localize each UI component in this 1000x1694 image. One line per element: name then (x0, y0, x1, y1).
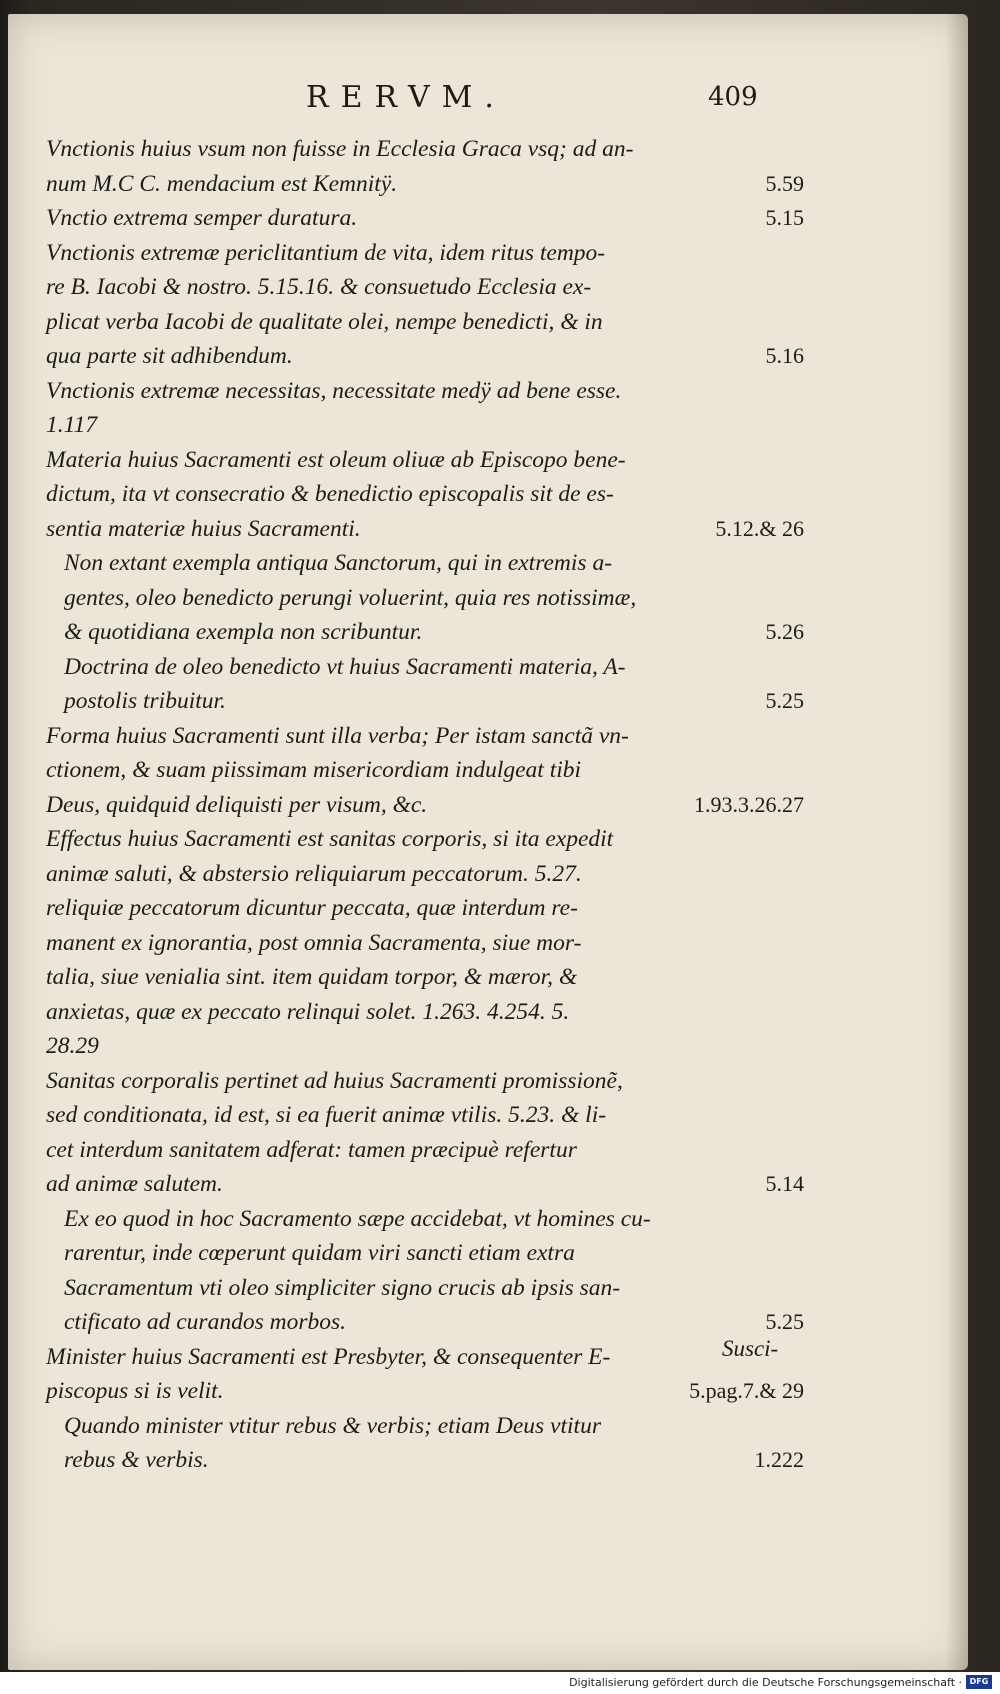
entry-line (46, 960, 806, 995)
page-reference: 5.59 (765, 170, 804, 196)
entry-line (46, 443, 806, 478)
entry-text: & quotidiana exempla non scribuntur. (64, 619, 423, 645)
entry-text: sed conditionata, id est, si ea fuerit animæ vtilis. 5.23. & li- (46, 1102, 607, 1128)
entry-line (46, 1133, 806, 1168)
dfg-logo: DFG (966, 1675, 992, 1689)
index-entry (46, 1064, 806, 1202)
entry-text: anxietas, quæ ex peccato relinqui solet. 1.263. 4.254. 5. (46, 998, 570, 1025)
entry-line (64, 1202, 806, 1237)
entry-line (46, 339, 806, 374)
entry-text: Non extant exempla antiqua Sanctorum, qui in extremis a- (64, 550, 613, 576)
entry-line (46, 270, 806, 305)
entry-text: Minister huius Sacramenti est Presbyter, & consequenter E- (46, 1343, 611, 1370)
entry-line (46, 857, 806, 892)
index-entry (46, 1340, 806, 1409)
index-entry (46, 822, 806, 1064)
entry-line (64, 1409, 806, 1444)
entry-text: postolis tribuitur. (64, 688, 226, 714)
entry-line (64, 1271, 806, 1306)
page-reference: 5.25 (765, 1309, 804, 1334)
entry-line (46, 201, 806, 236)
entry-line (46, 926, 806, 961)
entry-line (46, 788, 806, 823)
entry-line (46, 753, 806, 788)
index-entry (46, 236, 806, 374)
entry-text: Deus, quidquid deliquisti per visum, &c. (46, 791, 428, 818)
entry-text: Sanitas corporalis pertinet ad huius Sacramenti promissionẽ, (46, 1067, 623, 1094)
running-title: RERVM. (306, 80, 506, 115)
entry-line (46, 1374, 806, 1409)
entry-line (46, 995, 806, 1030)
entry-text: rebus & verbis. (64, 1447, 209, 1473)
entry-text: Effectus huius Sacramenti est sanitas corporis, si ita expedit (46, 826, 614, 852)
entry-line (46, 1167, 806, 1202)
entry-line (64, 684, 806, 719)
index-entry (64, 1409, 806, 1478)
entry-line (46, 374, 806, 409)
entry-line (46, 236, 806, 271)
entry-text: 1.117 (46, 412, 98, 438)
page-reference: 5.14 (765, 1171, 804, 1196)
entry-text: re B. Iacobi & nostro. 5.15.16. & consuetudo Ecclesia ex- (46, 274, 592, 300)
entry-line (46, 891, 806, 926)
entry-text: ctionem, & suam piissimam misericordiam indulgeat tibi (46, 757, 582, 783)
entry-text: Doctrina de oleo benedicto vt huius Sacramenti materia, A- (64, 653, 626, 680)
entry-text: reliquiæ peccatorum dicuntur peccata, quæ interdum re- (46, 895, 578, 921)
page-reference: 5.15 (765, 205, 804, 230)
index-entry (64, 546, 806, 650)
entry-text: Vnctionis extremæ periclitantium de vita, idem ritus tempo- (46, 239, 606, 266)
catchword: Susci- (722, 1336, 779, 1361)
entry-text: sentia materiæ huius Sacramenti. (46, 515, 361, 542)
index-entry (46, 719, 806, 823)
entry-line (64, 1443, 806, 1478)
entry-line (46, 305, 806, 340)
entry-text: plicat verba Iacobi de qualitate olei, nempe benedicti, & in (46, 308, 603, 335)
index-entries (46, 132, 806, 1478)
entry-text: Vnctionis huius vsum non fuisse in Ecclesia Graca vsq; ad an- (46, 136, 634, 162)
entry-line (64, 1236, 806, 1271)
page-header (8, 80, 968, 130)
entry-text: Vnctio extrema semper duratura. (46, 205, 358, 231)
index-entry (46, 201, 806, 236)
entry-text: cet interdum sanitatem adferat: tamen præcipuè refertur (46, 1136, 577, 1163)
entry-line (46, 408, 806, 443)
entry-text: animæ saluti, & abstersio reliquiarum peccatorum. 5.27. (46, 860, 582, 887)
entry-line (64, 1305, 806, 1340)
entry-line (46, 1064, 806, 1099)
entry-text: ctificato ad curandos morbos. (64, 1309, 346, 1335)
entry-text: 28.29 (46, 1033, 99, 1059)
entry-text: manent ex ignorantia, post omnia Sacramenta, siue mor- (46, 929, 582, 956)
entry-line (64, 581, 806, 616)
book-page (8, 14, 968, 1670)
page-reference: 1.93.3.26.27 (694, 791, 804, 817)
index-entry (46, 443, 806, 547)
entry-text: dictum, ita vt consecratio & benedictio episcopalis sit de es- (46, 481, 614, 507)
entry-text: piscopus si is velit. (46, 1378, 224, 1404)
funding-credit: Digitalisierung gefördert durch die Deutsche Forschungsgemeinschaft · (569, 1676, 962, 1689)
entry-line (46, 512, 806, 547)
entry-text: Materia huius Sacramenti est oleum oliuæ ab Episcopo bene- (46, 446, 626, 473)
index-entry (46, 132, 806, 201)
entry-text: Ex eo quod in hoc Sacramento sæpe accidebat, vt homines cu- (64, 1205, 651, 1232)
digitization-footer (0, 1672, 1000, 1694)
entry-line (46, 1029, 806, 1064)
entry-text: talia, siue venialia sint. item quidam torpor, & mæror, & (46, 964, 578, 990)
entry-line (64, 546, 806, 581)
entry-line (46, 477, 806, 512)
page-reference: 1.222 (754, 1447, 804, 1472)
entry-text: Vnctionis extremæ necessitas, necessitate medÿ ad bene esse. (46, 377, 622, 404)
entry-line (46, 167, 806, 202)
entry-line (46, 132, 806, 167)
entry-text: gentes, oleo benedicto perungi voluerint, quia res notissimæ, (64, 584, 637, 611)
entry-text: Quando minister vtitur rebus & verbis; etiam Deus vtitur (64, 1412, 601, 1439)
page-reference: 5.pag.7.& 29 (689, 1378, 804, 1403)
entry-line (64, 650, 806, 685)
entry-text: rarentur, inde cœperunt quidam viri sancti etiam extra (64, 1240, 575, 1266)
index-entry (64, 1202, 806, 1340)
page-reference: 5.25 (765, 688, 804, 713)
entry-line (46, 822, 806, 857)
entry-text: Sacramentum vti oleo simpliciter signo crucis ab ipsis san- (64, 1274, 621, 1301)
index-entry (64, 650, 806, 719)
page-reference: 5.26 (765, 619, 804, 644)
entry-text: ad animæ salutem. (46, 1171, 223, 1197)
page-reference: 5.16 (765, 343, 804, 368)
entry-line (46, 719, 806, 754)
page-reference: 5.12.& 26 (715, 515, 804, 541)
entry-line (46, 1098, 806, 1133)
entry-text: qua parte sit adhibendum. (46, 343, 293, 369)
page-number: 409 (708, 82, 758, 112)
entry-line (46, 1340, 806, 1375)
index-entry (46, 374, 806, 443)
entry-line (64, 615, 806, 650)
entry-text: Forma huius Sacramenti sunt illa verba; Per istam sanctã vn- (46, 722, 629, 749)
entry-text: num M.C C. mendacium est Kemnitÿ. (46, 170, 398, 197)
